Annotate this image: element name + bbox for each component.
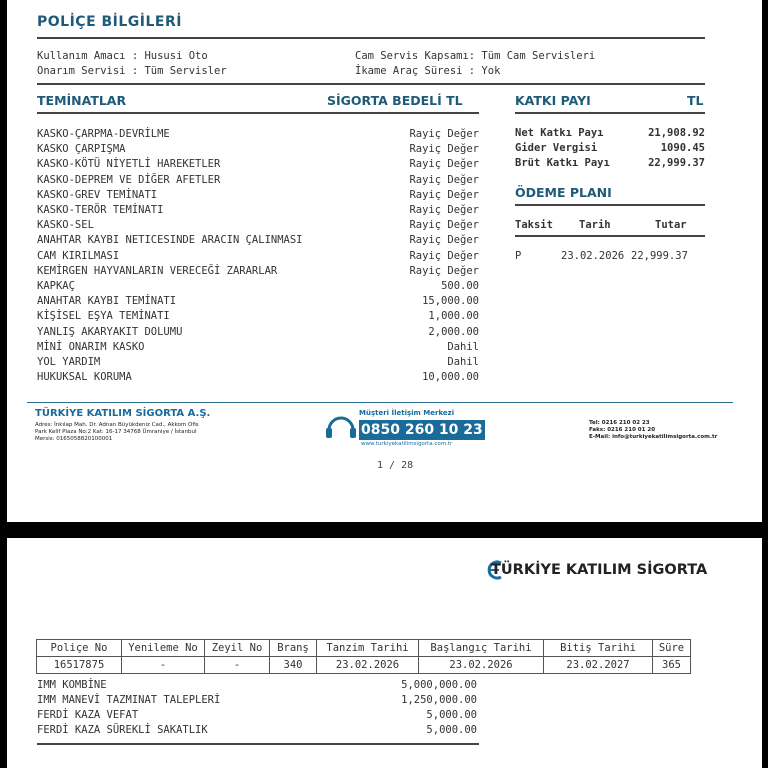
col-header: Bitiş Tarihi [544, 640, 653, 657]
coverage-row [37, 249, 479, 264]
contribution-label: Net Katkı Payı [515, 127, 604, 139]
divider [37, 743, 479, 745]
coverage-name: KASKO-ÇARPMA-DEVRİLME [37, 128, 170, 140]
coverage-row [37, 340, 479, 355]
col-header: Zeyil No [205, 640, 270, 657]
contact-website: www.turkiyekatilimsigorta.com.tr [361, 441, 453, 447]
payment-installment: P [515, 250, 522, 262]
brand-name: TÜRKİYE KATILIM SİGORTA [491, 562, 708, 578]
table-cell: 23.02.2026 [317, 657, 419, 674]
divider [37, 83, 705, 85]
coverage-name: IMM MANEVİ TAZMINAT TALEPLERİ [37, 694, 221, 706]
table-cell: 16517875 [37, 657, 122, 674]
coverage-name: YANLIŞ AKARYAKIT DOLUMU [37, 325, 183, 338]
coverage-row [37, 309, 479, 324]
page-number: 1 / 28 [377, 460, 414, 471]
coverage-value: Rayiç Değer [409, 158, 479, 171]
coverage-name: KASKO ÇARPIŞMA [37, 143, 126, 156]
coverage-name: YOL YARDIM [37, 356, 101, 368]
divider [515, 112, 705, 114]
coverage-value: 5,000.00 [426, 709, 477, 721]
divider [37, 37, 705, 39]
contribution-row [515, 127, 705, 142]
coverage-value: Rayiç Değer [409, 234, 479, 247]
coverage-row [37, 264, 479, 279]
table-header-row [37, 640, 691, 657]
insured-value-header: SİGORTA BEDELİ TL [327, 93, 463, 108]
divider [515, 235, 705, 237]
coverage-value: 500.00 [441, 280, 479, 292]
amount-col-header: Tutar [655, 219, 687, 231]
coverage-row [37, 279, 479, 294]
usage-purpose: Kullanım Amacı : Hususi Oto [37, 50, 208, 62]
contribution-row [515, 142, 705, 157]
coverage-value: Dahil [447, 356, 479, 368]
contribution-label: Brüt Katkı Payı [515, 157, 610, 169]
coverage-name: KASKO-DEPREM VE DİĞER AFETLER [37, 173, 221, 186]
coverage-value: Rayiç Değer [409, 264, 479, 277]
col-header: Yenileme No [122, 640, 205, 657]
coverage-value: Dahil [447, 340, 479, 353]
additional-coverage-row [37, 708, 477, 723]
glass-service-scope: Cam Servis Kapsamı: Tüm Cam Servisleri [355, 50, 596, 62]
coverage-row [37, 173, 479, 188]
additional-coverage-row [37, 723, 477, 738]
coverage-value: 2,000.00 [428, 325, 479, 338]
policy-table [36, 639, 691, 674]
coverage-name: KAPKAÇ [37, 280, 75, 292]
page-title: POLİÇE BİLGİLERİ [37, 14, 182, 30]
repair-service: Onarım Servisi : Tüm Servisler [37, 65, 227, 77]
table-cell: - [205, 657, 270, 674]
coverage-row [37, 370, 479, 385]
coverage-name: KASKO-KÖTÜ NİYETLİ HAREKETLER [37, 158, 221, 171]
table-cell: 365 [653, 657, 691, 674]
coverage-name: KİŞİSEL EŞYA TEMİNATI [37, 310, 170, 323]
coverage-name: MİNİ ONARIM KASKO [37, 340, 145, 353]
coverage-row [37, 355, 479, 370]
col-header: Branş [270, 640, 317, 657]
table-cell: 23.02.2026 [419, 657, 544, 674]
footer-company-name: TÜRKİYE KATILIM SİGORTA A.Ş. [35, 408, 211, 419]
coverage-name: FERDİ KAZA VEFAT [37, 709, 139, 721]
additional-coverage-row [37, 678, 477, 693]
footer-contact: Tel: 0216 210 02 23 Faks: 0216 210 01 20 E-Mail: info@turkiyekatilimsigorta.com.tr [589, 420, 718, 440]
contribution-label: Gider Vergisi [515, 142, 598, 154]
coverage-name: FERDİ KAZA SÜREKLİ SAKATLIK [37, 724, 208, 736]
coverage-row [37, 294, 479, 309]
coverage-row [37, 218, 479, 233]
table-cell: 340 [270, 657, 317, 674]
coverage-value: 5,000.00 [426, 724, 477, 736]
coverage-row [37, 142, 479, 157]
coverage-value: Rayiç Değer [409, 173, 479, 186]
coverage-value: Rayiç Değer [409, 128, 479, 140]
coverage-row [37, 127, 479, 142]
coverage-value: Rayiç Değer [409, 143, 479, 156]
contribution-header: KATKI PAYI [515, 93, 591, 108]
contact-phone: 0850 260 10 23 [359, 420, 485, 440]
contribution-row [515, 157, 705, 172]
contribution-value: 1090.45 [660, 142, 705, 154]
table-cell: - [122, 657, 205, 674]
date-col-header: Tarih [579, 219, 611, 231]
installment-col-header: Taksit [515, 219, 553, 231]
footer-address: Adres: İnkılap Mah. Dr. Adnan Büyükdeniz Cad., Akkom Ofis Park Kelif Plaza No:2 Kat: 16-17 34768 Ümraniye / İstanbul Mersis: 0165058820100001 [35, 422, 199, 442]
coverage-value: 15,000.00 [422, 295, 479, 308]
coverage-value: 1,000.00 [428, 310, 479, 323]
coverage-name: CAM KIRILMASI [37, 249, 120, 262]
coverage-name: KASKO-SEL [37, 219, 94, 232]
coverage-name: ANAHTAR KAYBI TEMİNATI [37, 295, 177, 308]
col-header: Poliçe No [37, 640, 122, 657]
payment-date: 23.02.2026 [561, 250, 625, 262]
coverage-row [37, 325, 479, 340]
col-header: Başlangıç Tarihi [419, 640, 544, 657]
coverage-name: KASKO-GREV TEMİNATI [37, 188, 158, 201]
coverage-row [37, 203, 479, 218]
col-header: Tanzim Tarihi [317, 640, 419, 657]
coverage-value: 1,250,000.00 [401, 694, 477, 706]
coverages-header: TEMİNATLAR [37, 93, 127, 108]
coverage-value: 5,000,000.00 [401, 679, 477, 691]
divider [37, 112, 479, 114]
coverage-name: HUKUKSAL KORUMA [37, 371, 132, 384]
coverage-name: KEMİRGEN HAYVANLARIN VERECEĞİ ZARARLAR [37, 264, 278, 277]
coverage-value: Rayiç Değer [409, 219, 479, 232]
coverage-name: IMM KOMBİNE [37, 679, 107, 691]
currency-header: TL [687, 93, 704, 108]
contact-center-label: Müşteri İletişim Merkezi [359, 409, 455, 417]
coverage-row [37, 157, 479, 172]
divider [515, 204, 705, 206]
footer-divider [27, 402, 733, 403]
policy-page-2 [7, 538, 762, 768]
coverage-row [37, 233, 479, 248]
payment-plan-header: ÖDEME PLANI [515, 185, 612, 200]
additional-coverage-row [37, 693, 477, 708]
table-cell: 23.02.2027 [544, 657, 653, 674]
coverage-value: Rayiç Değer [409, 249, 479, 262]
coverage-value: Rayiç Değer [409, 188, 479, 201]
coverage-row [37, 188, 479, 203]
coverage-value: Rayiç Değer [409, 204, 479, 216]
col-header: Süre [653, 640, 691, 657]
contribution-value: 22,999.37 [648, 157, 705, 169]
coverage-name: KASKO-TERÖR TEMİNATI [37, 204, 164, 216]
replacement-vehicle: İkame Araç Süresi : Yok [355, 65, 501, 77]
contribution-value: 21,908.92 [648, 127, 705, 139]
payment-amount: 22,999.37 [631, 250, 688, 262]
policy-page-1 [7, 0, 762, 522]
coverage-value: 10,000.00 [422, 371, 479, 384]
headset-icon [323, 410, 359, 444]
table-row [37, 657, 691, 674]
coverage-name: ANAHTAR KAYBI NETICESINDE ARACIN ÇALINMASI [37, 234, 303, 247]
